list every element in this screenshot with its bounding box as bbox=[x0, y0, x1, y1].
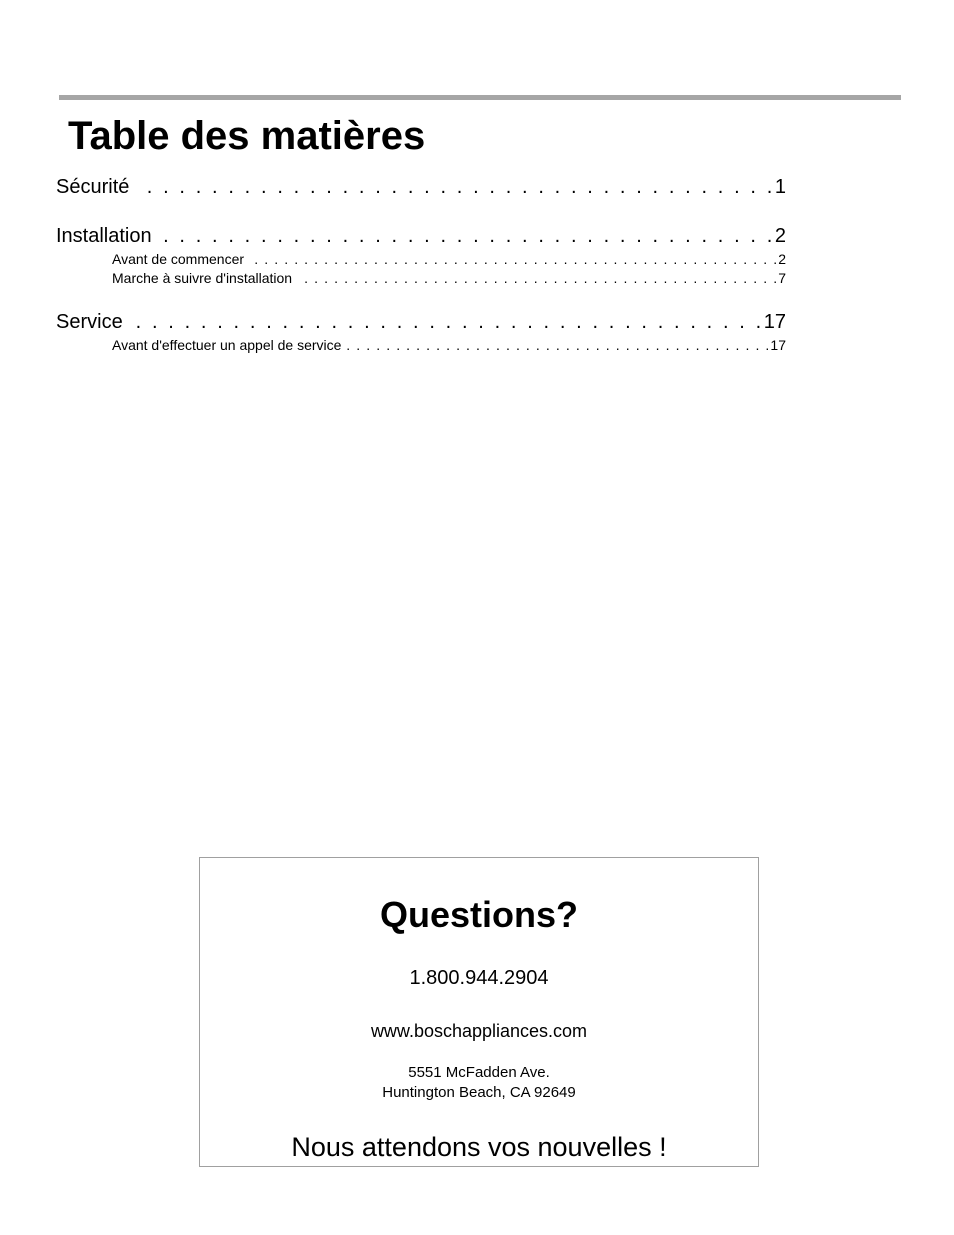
toc-entry-page: 2 bbox=[774, 225, 786, 247]
toc-entry-service[interactable] bbox=[56, 310, 786, 334]
dot-leader bbox=[250, 251, 778, 268]
closing-message: Nous attendons vos nouvelles ! bbox=[291, 1132, 667, 1162]
toc-subentry-appel-de-service[interactable] bbox=[112, 337, 786, 354]
toc-subentry-marche-a-suivre[interactable] bbox=[112, 270, 786, 287]
phone-number: 1.800.944.2904 bbox=[409, 967, 549, 989]
page-title: Table des matières bbox=[68, 114, 426, 158]
toc-entry-label: Sécurité bbox=[56, 176, 130, 198]
dot-leader bbox=[347, 337, 770, 354]
toc-entry-page: 7 bbox=[778, 270, 786, 286]
dot-leader bbox=[139, 175, 775, 199]
header-rule bbox=[59, 95, 901, 100]
address-street: 5551 McFadden Ave. bbox=[408, 1064, 550, 1081]
toc-entry-label: Marche à suivre d'installation bbox=[112, 270, 293, 286]
dot-leader bbox=[133, 310, 764, 334]
questions-contact-box bbox=[199, 857, 759, 1167]
toc-entry-installation[interactable] bbox=[56, 224, 786, 248]
website-link[interactable]: www.boschappliances.com bbox=[370, 1021, 588, 1041]
toc-entry-page: 17 bbox=[763, 311, 786, 333]
toc-entry-page: 17 bbox=[770, 337, 786, 353]
toc-entry-label: Service bbox=[56, 311, 123, 333]
address-city: Huntington Beach, CA 92649 bbox=[382, 1084, 576, 1101]
toc-entry-label: Avant d'effectuer un appel de service bbox=[112, 337, 342, 353]
toc-entry-label: Installation bbox=[56, 225, 152, 247]
toc-entry-page: 2 bbox=[778, 251, 786, 267]
dot-leader bbox=[162, 224, 775, 248]
toc-entry-securite[interactable] bbox=[56, 175, 786, 199]
dot-leader bbox=[298, 270, 778, 287]
toc-entry-page: 1 bbox=[774, 176, 786, 198]
toc-entry-label: Avant de commencer bbox=[112, 251, 245, 267]
toc-subentry-avant-de-commencer[interactable] bbox=[112, 251, 786, 268]
questions-title: Questions? bbox=[379, 894, 579, 935]
